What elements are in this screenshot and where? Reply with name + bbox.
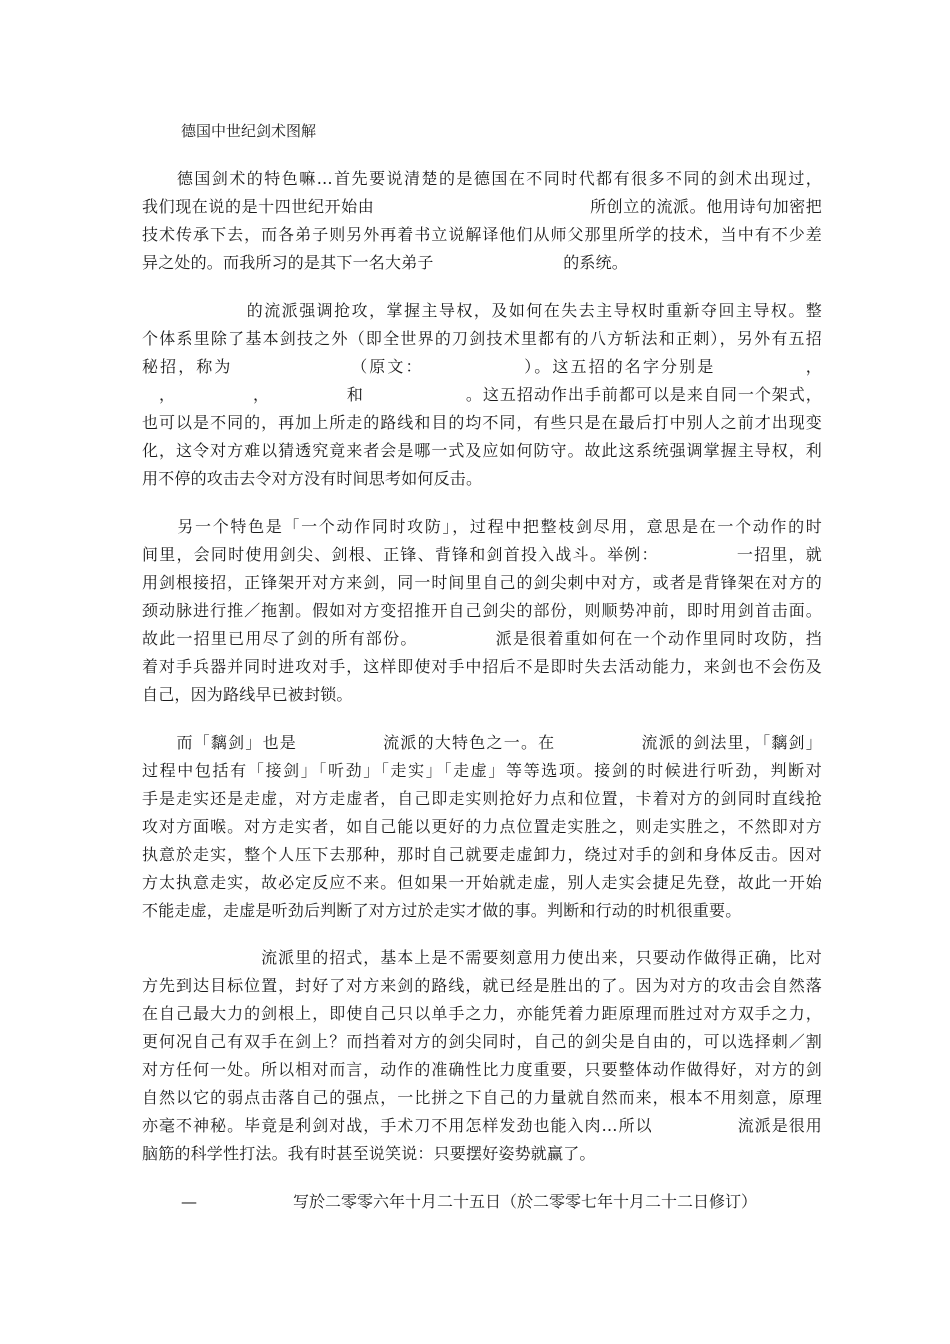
paragraph-line: 也可以是不同的，再加上所走的路线和目的均不同，有些只是在最后打中别人之前才出现变 xyxy=(142,413,822,432)
paragraph-line: 过程中包括有「接剑」「听劲」「走实」「走虚」等等选项。接剑的时候进行听劲，判断对 xyxy=(142,761,822,780)
signature-line: — 写於二零零六年十月二十五日（於二零零七年十月二十二日修订） xyxy=(181,1192,758,1211)
paragraph-line: 化，这令对方难以猜透究竟来者会是哪一式及应如何防守。故此这系统强调掌握主导权，利 xyxy=(142,441,822,460)
paragraph-line: 脑筋的科学性打法。我有时甚至说笑说：只要摆好姿势就赢了。 xyxy=(142,1144,596,1163)
paragraph-line: 更何况自己有双手在剑上？而挡着对方的剑尖同时，自己的剑尖是自由的，可以选择刺／割 xyxy=(142,1032,822,1051)
paragraph-line: 攻对方面喉。对方走实者，如自己能以更好的力点位置走实胜之，则走实胜之，不然即对方 xyxy=(142,817,822,836)
paragraph-1 xyxy=(142,165,822,277)
paragraph-2 xyxy=(142,297,822,493)
paragraph-line: 的流派强调抢攻，掌握主导权，及如何在失去主导权时重新夺回主导权。整 xyxy=(142,301,822,320)
paragraph-line: 个体系里除了基本剑技之外（即全世界的刀剑技术里都有的八方斩法和正刺），另外有五招 xyxy=(142,329,822,348)
paragraph-line: 手是走实还是走虚，对方走虚者，自己即走实则抢好力点和位置，卡着对方的剑同时直线抢 xyxy=(142,789,822,808)
paragraph-line: 秘招，称为 （原文： ）。这五招的名字分别是 ， xyxy=(142,357,822,376)
paragraph-line: 我们现在说的是十四世纪开始由 所创立的流派。他用诗句加密把 xyxy=(142,197,822,216)
paragraph-line: 方先到达目标位置，封好了对方来剑的路线，就已经是胜出的了。因为对方的攻击会自然落 xyxy=(142,976,822,995)
paragraph-line: 不能走虚，走虚是听劲后判断了对方过於走实才做的事。判断和行动的时机很重要。 xyxy=(142,901,742,920)
paragraph-line: 故此一招里已用尽了剑的所有部份。 派是很着重如何在一个动作里同时攻防，挡 xyxy=(142,629,822,648)
paragraph-4 xyxy=(142,729,822,925)
paragraph-3 xyxy=(142,513,822,709)
paragraph-line: 而「黐剑」也是 流派的大特色之一。在 流派的剑法里，「黐剑」 xyxy=(142,733,822,752)
paragraph-line: 间里，会同时使用剑尖、剑根、正锋、背锋和剑首投入战斗。举例： 一招里，就 xyxy=(142,545,822,564)
paragraph-line: 亦毫不神秘。毕竟是利剑对战，手术刀不用怎样发劲也能入肉…所以 流派是很用 xyxy=(142,1116,822,1135)
paragraph-line: 执意於走实，整个人压下去那种，那时自己就要走虚卸力，绕过对手的剑和身体反击。因对 xyxy=(142,845,822,864)
paragraph-line: 方太执意走实，故必定反应不来。但如果一开始就走虚，别人走实会捷足先登，故此一开始 xyxy=(142,873,822,892)
paragraph-line: 异之处的。而我所习的是其下一名大弟子 的系统。 xyxy=(142,253,629,272)
paragraph-line: 在自己最大力的剑根上，即使自己只以单手之力，亦能凭着力距原理而胜过对方双手之力， xyxy=(142,1004,822,1023)
paragraph-line: 着对手兵器并同时进攻对手，这样即使对手中招后不是即时失去活动能力，来剑也不会伤及 xyxy=(142,657,822,676)
paragraph-line: 德国剑术的特色嘛…首先要说清楚的是德国在不同时代都有很多不同的剑术出现过， xyxy=(142,169,822,188)
paragraph-line: 自己，因为路线早已被封锁。 xyxy=(142,685,353,704)
paragraph-line: 自然以它的弱点击落自己的强点，一比拼之下自己的力量就自然而来，根本不用刻意，原理 xyxy=(142,1088,822,1107)
paragraph-line: 另一个特色是「一个动作同时攻防」，过程中把整枝剑尽用，意思是在一个动作的时 xyxy=(142,517,822,536)
paragraph-line: 颈动脉进行推／拖割。假如对方变招推开自己剑尖的部份，则顺势冲前，即时用剑首击面。 xyxy=(142,601,822,620)
paragraph-5 xyxy=(142,944,822,1168)
paragraph-line: 用剑根接招，正锋架开对方来剑，同一时间里自己的剑尖刺中对方，或者是背锋架在对方的 xyxy=(142,573,822,592)
paragraph-line: 用不停的攻击去令对方没有时间思考如何反击。 xyxy=(142,469,483,488)
paragraph-line: 技术传承下去，而各弟子则另外再着书立说解译他们从师父那里所学的技术，当中有不少差 xyxy=(142,225,822,244)
document-title: 德国中世纪剑术图解 xyxy=(181,122,317,140)
paragraph-line: 流派里的招式，基本上是不需要刻意用力使出来，只要动作做得正确，比对 xyxy=(142,948,822,967)
paragraph-line: ， ， 和 。这五招动作出手前都可以是来自同一个架式， xyxy=(142,385,822,404)
paragraph-line: 对方任何一处。所以相对而言，动作的准确性比力度重要，只要整体动作做得好，对方的剑 xyxy=(142,1060,822,1079)
